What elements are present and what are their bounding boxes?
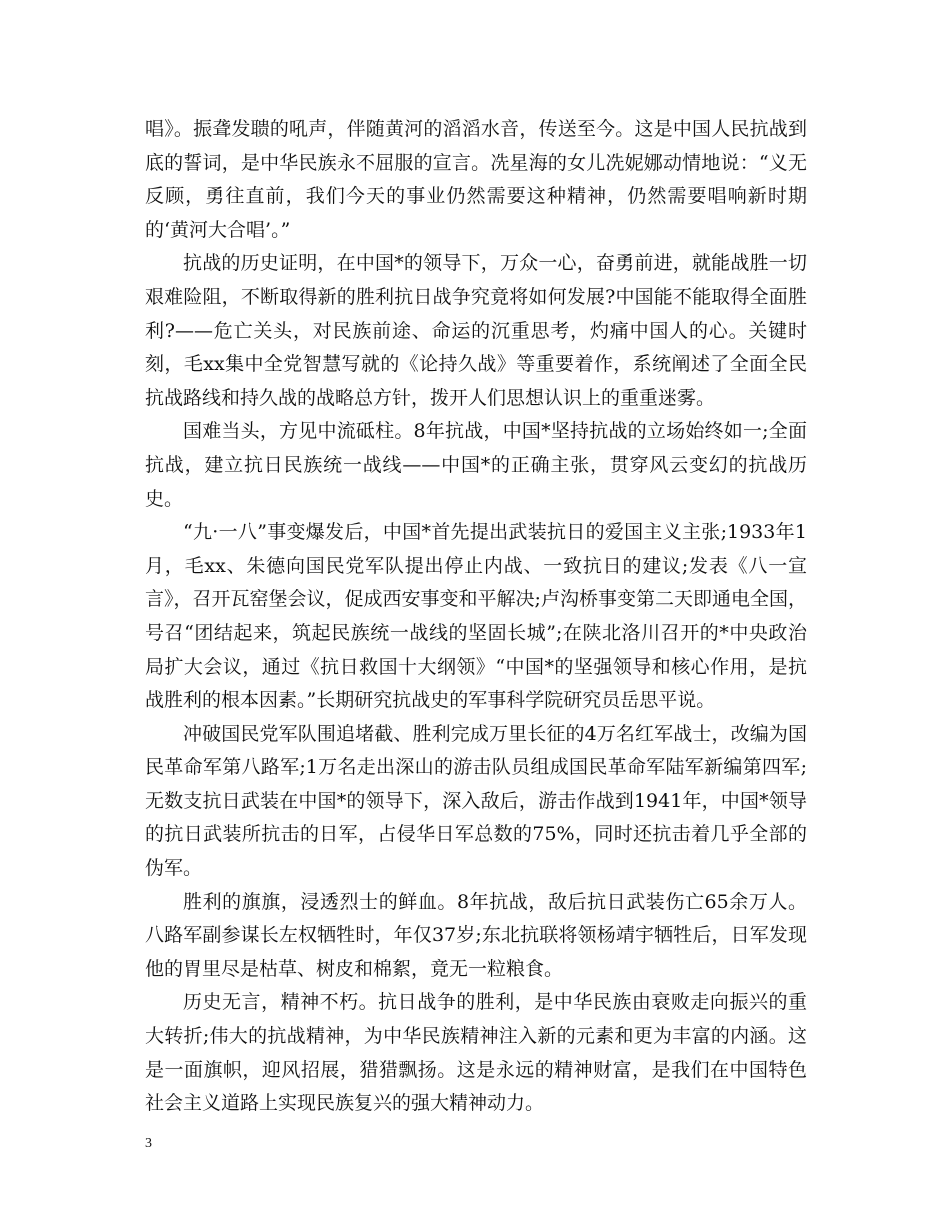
paragraph: 冲破国民党军队围追堵截、胜利完成万里长征的4万名红军战士，改编为国民革命军第八路军;1万名走出深山的游击队员组成国民革命军陆军新编第四军;无数支抗日武装在中国*的领导下，深入敌后，游击作战到1941年，中国*领导的抗日武装所抗击的日军，占侵华日军总数的75%，同时还抗击着几乎全部的伪军。 bbox=[145, 722, 807, 880]
paragraph: 国难当头，方见中流砥柱。8年抗战，中国*坚持抗战的立场始终如一;全面抗战，建立抗日民族统一战线——中国*的正确主张，贯穿风云变幻的抗战历史。 bbox=[145, 420, 807, 510]
paragraph: “九·一八”事变爆发后，中国*首先提出武装抗日的爱国主义主张;1933年1月，毛xx、朱德向国民党军队提出停止内战、一致抗日的建议;发表《八一宣言》，召开瓦窑堡会议，促成西安事变和平解决;卢沟桥事变第二天即通电全国，号召“团结起来，筑起民族统一战线的坚固长城”;在陕北洛川召开的*中央政治局扩大会议，通过《抗日救国十大纲领》“中国*的坚强领导和核心作用，是抗战胜利的根本因素。”长期研究抗战史的军事科学院研究员岳思平说。 bbox=[145, 521, 807, 712]
document-body bbox=[145, 113, 807, 1121]
page-number: 3 bbox=[145, 1136, 152, 1151]
paragraph: 胜利的旗旗，浸透烈士的鲜血。8年抗战，敌后抗日武装伤亡65余万人。八路军副参谋长左权牺牲时，年仅37岁;东北抗联将领杨靖宇牺牲后，日军发现他的胃里尽是枯草、树皮和棉絮，竟无一粒粮食。 bbox=[145, 890, 807, 980]
paragraph: 抗战的历史证明，在中国*的领导下，万众一心，奋勇前进，就能战胜一切艰难险阻，不断取得新的胜利抗日战争究竟将如何发展?中国能不能取得全面胜利?——危亡关头，对民族前途、命运的沉重思考，灼痛中国人的心。关键时刻，毛xx集中全党智慧写就的《论持久战》等重要着作，系统阐述了全面全民抗战路线和持久战的战略总方针，拨开人们思想认识上的重重迷雾。 bbox=[145, 252, 807, 409]
paragraph-continuation: 唱》。振聋发聩的吼声，伴随黄河的滔滔水音，传送至今。这是中国人民抗战到底的誓词，是中华民族永不屈服的宣言。冼星海的女儿冼妮娜动情地说：“义无反顾，勇往直前，我们今天的事业仍然需要这种精神，仍然需要唱响新时期的‘黄河大合唱’。” bbox=[145, 118, 807, 241]
paragraph: 历史无言，精神不朽。抗日战争的胜利，是中华民族由衰败走向振兴的重大转折;伟大的抗战精神，为中华民族精神注入新的元素和更为丰富的内涵。这是一面旗帜，迎风招展，猎猎飘扬。这是永远的精神财富，是我们在中国特色社会主义道路上实现民族复兴的强大精神动力。 bbox=[145, 991, 807, 1115]
